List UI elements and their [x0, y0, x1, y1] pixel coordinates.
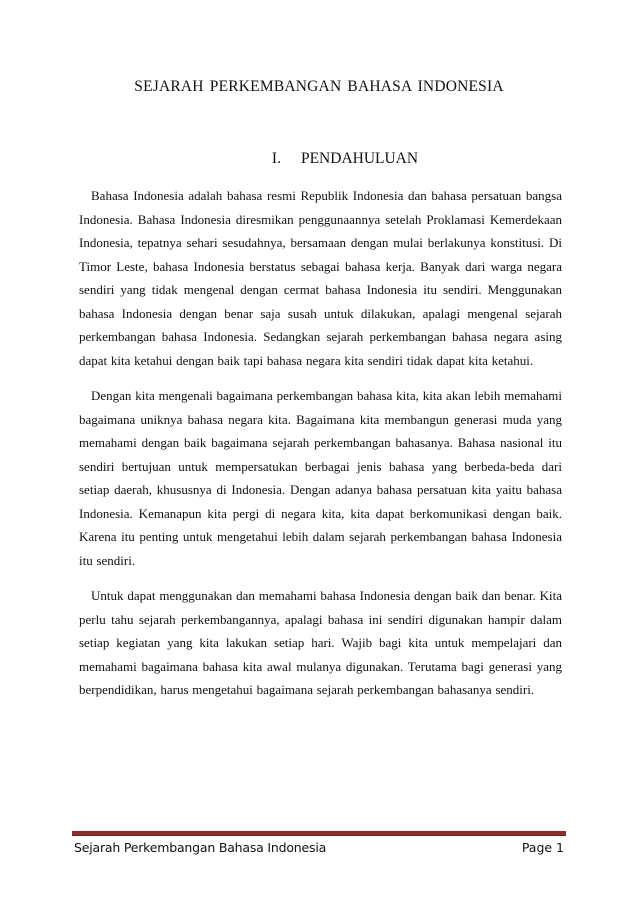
paragraph: Bahasa Indonesia adalah bahasa resmi Republik Indonesia dan bahasa persatuan bangsa Indonesia. Bahasa Indonesia diresmikan penggunaannya setelah Proklamasi Kemerdekaan Indonesia, tepatnya sehari sesudahnya, bersamaan dengan mulai berlakunya konstitusi. Di Timor Leste, bahasa Indonesia berstatus sebagai bahasa kerja. Banyak dari warga negara sendiri yang tidak mengenal dengan cermat bahasa Indonesia itu sendiri. Menggunakan bahasa Indonesia dengan benar saja susah untuk dilakukan, apalagi mengenal sejarah perkembangan bahasa Indonesia. Sedangkan sejarah perkembangan bahasa negara asing dapat kita ketahui dengan baik tapi bahasa negara kita sendiri tidak dapat kita ketahui.	[79, 188, 562, 368]
body-text	[79, 184, 562, 714]
section-number: I.	[271, 150, 281, 167]
paragraph: Untuk dapat menggunakan dan memahami bahasa Indonesia dengan baik dan benar. Kita perlu tahu sejarah perkembangannya, apalagi bahasa ini sendiri digunakan hampir dalam setiap kegiatan yang kita lakukan setiap hari. Wajib bagi kita untuk mempelajari dan memahami bagaimana bahasa kita awal mulanya digunakan. Terutama bagi generasi yang berpendidikan, harus mengetahui bagaimana sejarah perkembangan bahasanya sendiri.	[79, 588, 562, 697]
document-title: SEJARAH PERKEMBANGAN BAHASA INDONESIA	[134, 78, 504, 95]
footer-document-title: Sejarah Perkembangan Bahasa Indonesia	[74, 840, 327, 855]
footer-rule	[72, 831, 566, 836]
section-heading	[0, 150, 638, 168]
paragraph: Dengan kita mengenali bagaimana perkembangan bahasa kita, kita akan lebih memahami bagaimana uniknya bahasa negara kita. Bagaimana kita membangun generasi muda yang memahami dengan baik bagaimana sejarah perkembangan bahasanya. Bahasa nasional itu sendiri bertujuan untuk mempersatukan berbagai jenis bahasa yang berbeda-beda dari setiap daerah, khususnya di Indonesia. Dengan adanya bahasa persatuan kita yaitu bahasa Indonesia. Kemanapun kita pergi di negara kita, kita dapat berkomunikasi dengan baik. Karena itu penting untuk mengetahui lebih dalam sejarah perkembangan bahasa Indonesia itu sendiri.	[79, 388, 562, 568]
section-heading-text: PENDAHULUAN	[300, 150, 419, 167]
footer-page-number: Page 1	[521, 840, 564, 855]
